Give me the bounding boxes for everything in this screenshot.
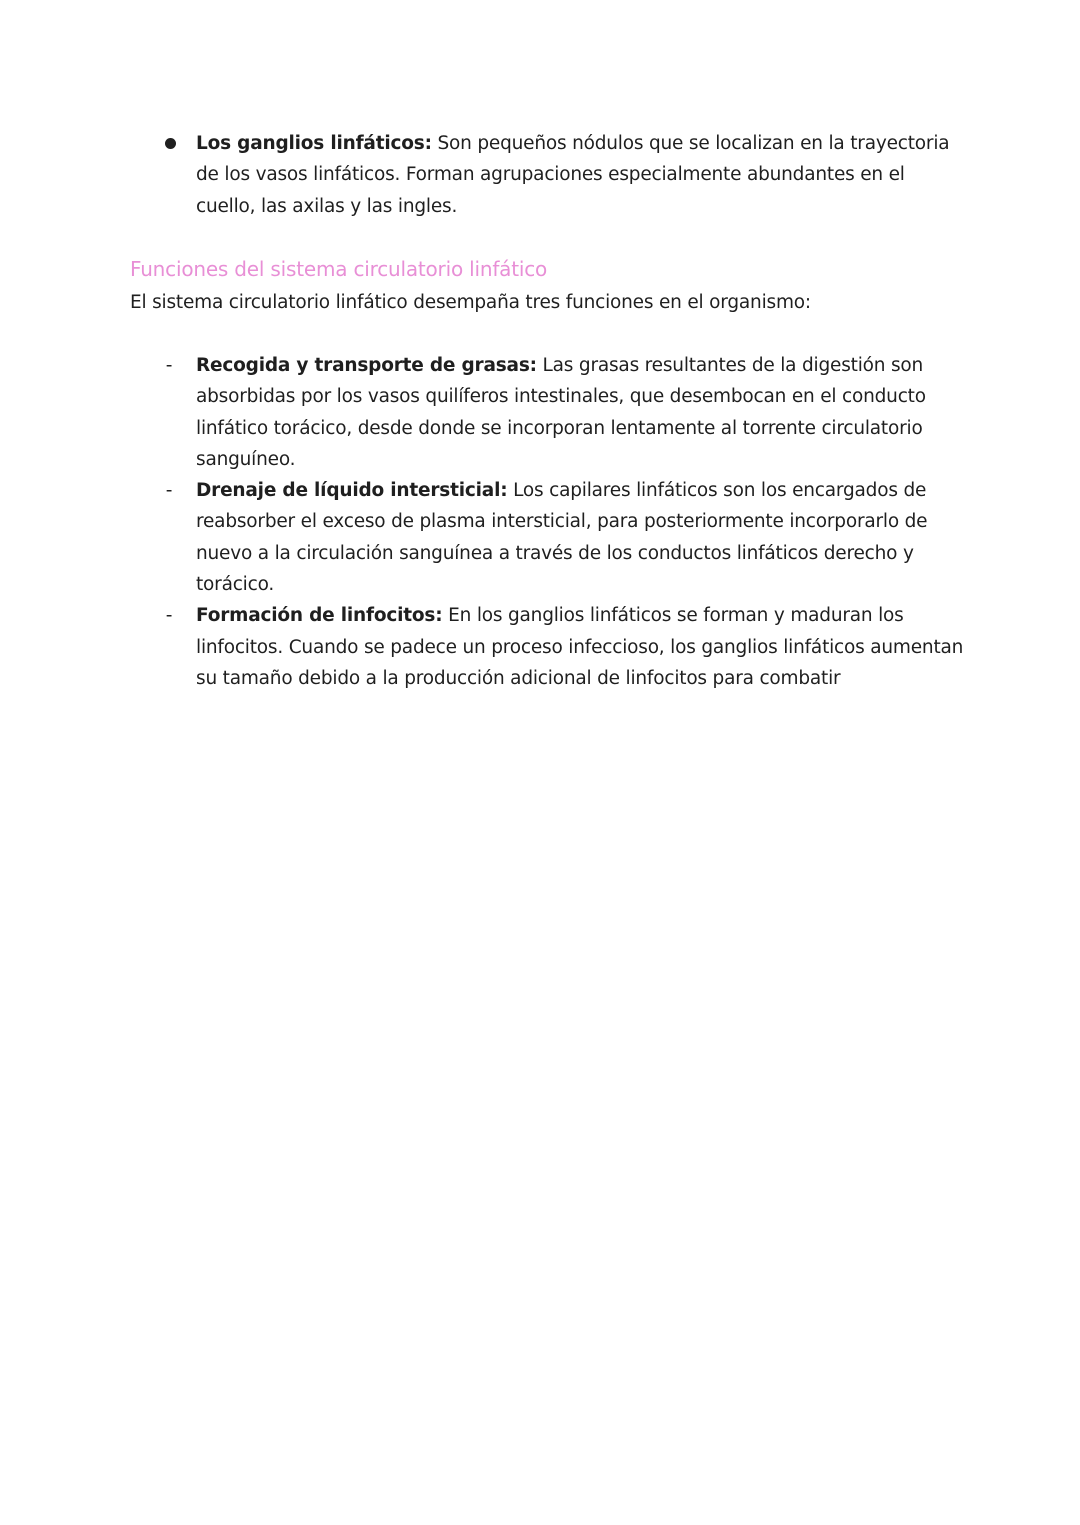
list-item-text: Las grasas resultantes de la digestión son absorbidas por los vasos quilíferos intestinales, que desembocan en el conducto linfático torácico, desde donde se incorporan lentamente al torrente circulatorio sanguíneo.	[196, 355, 926, 470]
list-item-text: Los capilares linfáticos son los encargados de reabsorber el exceso de plasma intersticial, para posteriormente incorporarlo de nuevo a la circulación sanguínea a través de los conductos linfáticos derecho y torácico.	[196, 480, 928, 596]
section-intro: El sistema circulatorio linfático desempaña tres funciones en el organismo:	[130, 292, 811, 313]
list-item-body	[196, 600, 966, 694]
functions-list	[0, 350, 1080, 694]
list-item-body	[196, 350, 966, 475]
bullet-text: Son pequeños nódulos que se localizan en la trayectoria de los vasos linfáticos. Forman agrupaciones especialmente abundantes en el cuello, las axilas y las ingles.	[196, 133, 950, 217]
list-item-text: En los ganglios linfáticos se forman y maduran los linfocitos. Cuando se padece un proceso infeccioso, los ganglios linfáticos aumentan su tamaño debido a la producción adicional de linfocitos para combatir	[196, 605, 964, 689]
list-item	[0, 475, 1080, 600]
bullet-dot-icon	[165, 138, 176, 149]
dash-marker: -	[165, 605, 173, 627]
list-item-body	[196, 475, 966, 600]
dash-marker: -	[165, 355, 173, 376]
list-item-term: Formación de linfocitos:	[196, 605, 443, 627]
bullet-term: Los ganglios linfáticos:	[196, 133, 432, 154]
bullet-paragraph	[196, 128, 966, 222]
list-item	[0, 350, 1080, 475]
dash-marker: -	[165, 480, 173, 502]
list-item-term: Recogida y transporte de grasas:	[196, 355, 537, 376]
list-item	[0, 600, 1080, 694]
list-item-term: Drenaje de líquido intersticial:	[196, 480, 508, 502]
section-heading: Funciones del sistema circulatorio linfático	[130, 257, 548, 281]
